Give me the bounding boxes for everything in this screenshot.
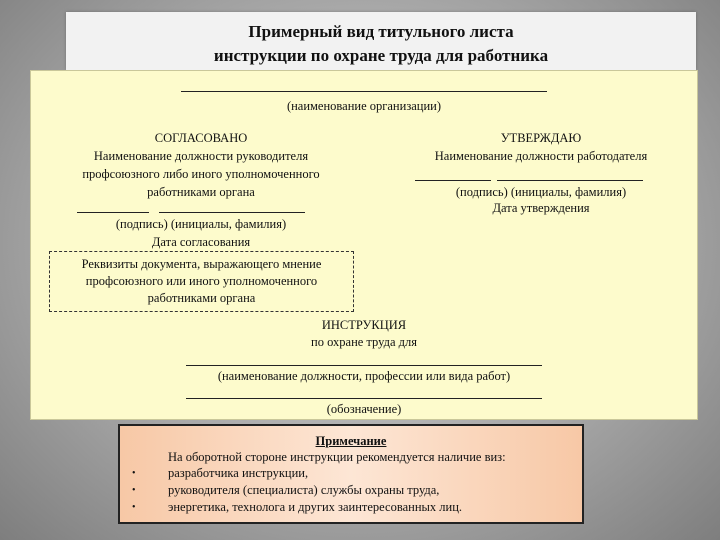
agreed-heading: СОГЛАСОВАНО — [154, 131, 248, 145]
designation-line — [186, 398, 542, 399]
agreed-line2: профсоюзного либо иного уполномоченного — [82, 167, 320, 181]
position-caption: (наименование должности, профессии или вида работ) — [217, 369, 511, 383]
approved-heading: УТВЕРЖДАЮ — [500, 131, 582, 145]
approved-signature-line — [415, 180, 491, 181]
bullet-icon: • — [132, 485, 136, 496]
note-bullet-1: разработчика инструкции, — [168, 466, 309, 480]
agreed-signature-line — [77, 212, 149, 213]
instruction-subheading: по охране труда для — [311, 335, 417, 349]
slide-title-box — [66, 12, 696, 70]
position-line — [186, 365, 542, 366]
approved-name-line — [497, 180, 643, 181]
instruction-heading: ИНСТРУКЦИЯ — [321, 318, 407, 332]
designation-caption: (обозначение) — [326, 402, 402, 416]
note-heading: Примечание — [315, 434, 387, 448]
title-page-sample — [30, 70, 698, 420]
note-intro: На оборотной стороне инструкции рекомендуется наличие виз: — [168, 450, 506, 464]
agreed-line3: работниками органа — [147, 185, 255, 199]
note-bullet-2: руководителя (специалиста) службы охраны труда, — [168, 483, 440, 497]
org-caption: (наименование организации) — [286, 99, 442, 113]
requisites-line2: профсоюзного или иного уполномоченного — [85, 274, 318, 288]
slide-title-line2: инструкции по охране труда для работника — [213, 46, 549, 65]
approved-line1: Наименование должности работодателя — [434, 149, 648, 163]
org-name-line — [181, 91, 547, 92]
requisites-box — [49, 251, 354, 312]
agreed-line1: Наименование должности руководителя — [93, 149, 309, 163]
approved-signature-caption: (подпись) (инициалы, фамилия) — [455, 185, 627, 199]
bullet-icon: • — [132, 502, 136, 513]
bullet-icon: • — [132, 468, 136, 479]
note-bullet-3: энергетика, технолога и других заинтересованных лиц. — [168, 500, 463, 514]
slide-title-line1: Примерный вид титульного листа — [248, 22, 514, 41]
note-box — [118, 424, 584, 524]
approved-date-caption: Дата утверждения — [492, 201, 590, 215]
requisites-line3: работниками органа — [147, 291, 256, 305]
requisites-line1: Реквизиты документа, выражающего мнение — [81, 257, 322, 271]
agreed-name-line — [159, 212, 305, 213]
agreed-date-caption: Дата согласования — [151, 235, 251, 249]
agreed-signature-caption: (подпись) (инициалы, фамилия) — [115, 217, 287, 231]
